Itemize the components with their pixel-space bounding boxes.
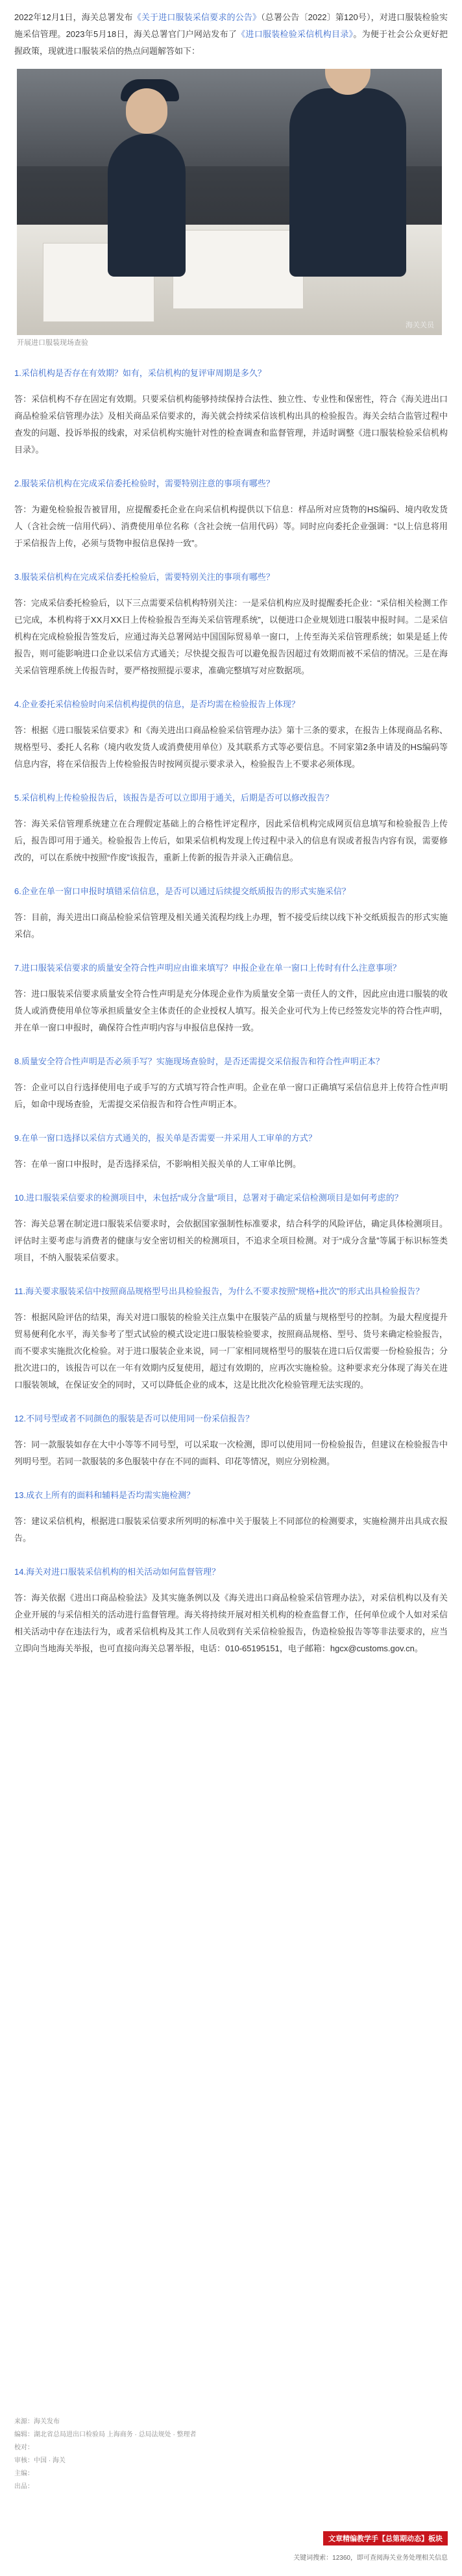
intro-pre: 2022年12月1日，海关总署发布 — [14, 12, 133, 22]
faq-answer: 答：根据《进口服装采信要求》和《海关进出口商品检验采信管理办法》第十三条的要求，在报告上体现商品名称、规格型号、委托人名称（境内收发货人或消费使用单位）及其联系方式等必要信息。不同家第2条申请及的HS编码等信息内容，将在采信报告上传检验报告时按网页提示要求录入，检验报告上不要求必须体现。 — [14, 725, 448, 769]
faq-item — [14, 960, 448, 1036]
faq-question: 14.海关对进口服装采信机构的相关活动如何监督管理？ — [14, 1567, 221, 1577]
faq-item — [14, 1053, 448, 1113]
officer-figure — [289, 88, 406, 277]
footer-line: 主编： — [14, 2470, 34, 2477]
faq-question: 12.不同号型或者不同颜色的服装是否可以使用同一份采信报告？ — [14, 1414, 254, 1423]
intro-mid: （总署公告〔2022〕第120号），对进口服装检验实施采信管理。2023年5月18日，海关总署官门户网站发布了 — [14, 12, 448, 39]
faq-question: 11.海关要求服装采信中按照商品规格型号出具检验报告，为什么不要求按照“规格+批次”的形式出具检验报告？ — [14, 1286, 424, 1296]
faq-question: 9.在单一窗口选择以采信方式通关的，报关单是否需要一并采用人工审单的方式？ — [14, 1133, 317, 1143]
footer-line: 出品： — [14, 2483, 34, 2490]
faq-answer: 答：根据风险评估的结果，海关对进口服装的检验关注点集中在服装产品的质量与规格型号的控制。为最大程度提升贸易便利化水平，海关参考了型式试验的模式设定进口服装检验要求，按照商品规格、型号、货号来确定检验报告，而不要求实施批次化检验。对于进口服装企业来说，同一厂家相同规格型号的服装在进口后仅需要一份检验报告；分批次进口的，该报告可以在一年有效期内反复使用，超过有效期的，应再次实施检验。这种要求充分体现了海关在进口服装领域，在保证安全的同时，又可以降低企业的成本，这是比批次化检验管理无法实现的。 — [14, 1312, 448, 1390]
faq-answer: 答：目前，海关进出口商品检验采信管理及相关通关流程均线上办理，暂不接受后续以线下补交纸质报告的形式实施采信。 — [14, 912, 448, 939]
faq-question: 5.采信机构上传检验报告后，该报告是否可以立即用于通关，后期是否可以修改报告？ — [14, 793, 334, 803]
footer-line: 来源：海关发布 — [14, 2418, 60, 2425]
faq-item — [14, 1190, 448, 1266]
photo-caption: 开展进口服装现场查验 — [17, 339, 88, 347]
catalog-link[interactable]: 《进口服装检验采信机构目录》 — [237, 29, 354, 39]
faq-item — [14, 696, 448, 773]
faq-item — [14, 475, 448, 552]
faq-answer: 答：为避免检验报告被冒用，应提醒委托企业在向采信机构提供以下信息：样品所对应货物的HS编码、境内收发货人（含社会统一信用代码）、消费使用单位名称（含社会统一信用代码）等。同时应向委托企业强调：“以上信息将用于采信报告上传，必须与货物申报信息保持一致”。 — [14, 505, 448, 548]
intro-post: 。为便于社会公众更好把握政策，现就进口服装采信的热点问题解答如下： — [14, 29, 448, 56]
faq-item — [14, 1410, 448, 1470]
faq-question: 4.企业委托采信检验时向采信机构提供的信息，是否均需在检验报告上体现？ — [14, 699, 300, 709]
column-badge[interactable]: 文章精编教学手【总第期动态】板块 — [323, 2531, 448, 2545]
faq-answer: 答：在单一窗口申报时，是否选择采信，不影响相关报关单的人工审单比例。 — [14, 1159, 302, 1169]
faq-question: 2.服装采信机构在完成采信委托检验时，需要特别注意的事项有哪些？ — [14, 479, 274, 488]
faq-question: 6.企业在单一窗口申报时填错采信信息，是否可以通过后续提交纸质报告的形式实施采信？ — [14, 886, 350, 896]
faq-item — [14, 1283, 448, 1394]
faq-item — [14, 365, 448, 458]
faq-answer: 答：海关总署在制定进口服装采信要求时，会依据国家强制性标准要求，结合科学的风险评估，确定具体检测项目。评估时主要考虑与消费者的健康与安全密切相关的检测项目，不追求全项目检测。对于“成分含量”等属于标识标签类项目，不纳入服装采信要求。 — [14, 1219, 448, 1262]
faq-question: 10.进口服装采信要求的检测项目中，未包括“成分含量”项目，总署对于确定采信检测项目是如何考虑的？ — [14, 1193, 403, 1203]
faq-answer: 答：进口服装采信要求质量安全符合性声明是充分体现企业作为质量安全第一责任人的文件，因此应由进口服装的收货人或消费使用单位等承担质量安全主体责任的企业授权人填写。报关企业可代为上传已经签发完毕的符合性声明，并在单一窗口申报时，确保符合性声明内容与申报信息保持一致。 — [14, 989, 448, 1032]
faq-question: 8.质量安全符合性声明是否必须手写？实施现场查验时，是否还需提交采信报告和符合性声明正本？ — [14, 1057, 384, 1066]
faq-answer: 答：企业可以自行选择使用电子或手写的方式填写符合性声明。企业在单一窗口正确填写采信信息并上传符合性声明后，如命中现场查验，无需提交采信报告和符合性声明正本。 — [14, 1082, 448, 1109]
footer-line: 审核：中国 · 海关 — [14, 2457, 66, 2464]
faq-item — [14, 790, 448, 866]
faq-item — [14, 1130, 448, 1173]
faq-item — [14, 1564, 448, 1657]
faq-answer: 答：完成采信委托检验后，以下三点需要采信机构特别关注：一是采信机构应及时提醒委托企业：“采信相关检测工作已完成，本机构将于XX月XX日上传检验报告至海关采信管理系统”，以便进口企业规划进口服装申报时间。二是采信机构在完成检验报告签发后，应通过海关总署网站中国国际贸易单一窗口，上传至海关采信管理系统；如果是延上传报告，则可能影响进口企业以采信方式通关；尽快提交报告可以避免报告因超过有效期而被不采信的情况。三是在海关采信管理系统上传报告时，要严格按照提示要求，准确完整填写对应数据项。 — [14, 598, 448, 675]
inspection-photo — [17, 69, 442, 335]
faq-answer: 答：建议采信机构，根据进口服装采信要求所列明的标准中关于服装上不同部位的检测要求，实施检测并出具成衣报告。 — [14, 1516, 448, 1543]
faq-item — [14, 1487, 448, 1547]
faq-question: 13.成衣上所有的面料和辅料是否均需实施检测？ — [14, 1490, 195, 1500]
faq-answer: 答：海关依据《进出口商品检验法》及其实施条例以及《海关进出口商品检验采信管理办法》，对采信机构以及有关企业开展的与采信相关的活动进行监督管理。海关将持续开展对相关机构的检查监督工作，任何单位或个人如对采信相关活动中存在违法行为，或者采信机构及其工作人员收到有关采信检验报告，伪造检验报告等等非法要求的，应当立即向当地海关举报，也可直接向海关总署举报，电话：010-65195151，电子邮箱：hgcx@customs.gov.cn。 — [14, 1593, 448, 1653]
officer-figure — [108, 134, 186, 277]
photo-watermark: 海关关员 — [406, 321, 434, 329]
faq-question: 1.采信机构是否存在有效期？如有，采信机构的复评审周期是多久？ — [14, 368, 266, 378]
announcement-link[interactable]: 《关于进口服装采信要求的公告》 — [132, 12, 261, 22]
search-hint: 关键词搜索：12360，即可查阅海关业务处理相关信息 — [293, 2555, 448, 2562]
faq-answer: 答：海关采信管理系统建立在合理假定基础上的合格性评定程序，因此采信机构完成网页信息填写和检验报告上传后，报告即可用于通关。检验报告上传后，如果采信机构发现上传过程中录入的信息有误或者报告内容有误，需要修改的，可以在系统中按照“作废”该报告，重新上传新的报告并录入正确信息。 — [14, 819, 448, 862]
footer-line: 编辑：湖北省总局进出口检验局 上海商务 · 总局法规处 · 整理者 — [14, 2431, 197, 2438]
column-badge-wrap — [323, 2531, 448, 2545]
footer-line: 校对： — [14, 2444, 34, 2451]
intro-paragraph — [14, 9, 448, 60]
faq-question: 7.进口服装采信要求的质量安全符合性声明应由谁来填写？申报企业在单一窗口上传时有什么注意事项？ — [14, 963, 401, 973]
faq-answer: 答：采信机构不存在固定有效期。只要采信机构能够持续保持合法性、独立性、专业性和保密性，符合《海关进出口商品检验采信管理办法》及相关商品采信要求的，海关就会持续采信该机构出具的检验报告。海关会结合监管过程中查发的问题、投诉举报的线索，对采信机构实施针对性的检查调查和监督管理，并适时调整《进口服装检验采信机构目录》。 — [14, 394, 448, 455]
faq-item — [14, 569, 448, 679]
faq-question: 3.服装采信机构在完成采信委托检验后，需要特别关注的事项有哪些？ — [14, 572, 274, 582]
faq-answer: 答：同一款服装如存在大中小等等不同号型，可以采取一次检测，即可以使用同一份检验报告，但建议在检验报告中列明号型。若同一款服装的多色服装中存在不同的面料、印花等情况，则应分别检测。 — [14, 1440, 448, 1466]
article-footer — [14, 2416, 448, 2494]
faq-list — [14, 365, 448, 1657]
faq-item — [14, 883, 448, 943]
